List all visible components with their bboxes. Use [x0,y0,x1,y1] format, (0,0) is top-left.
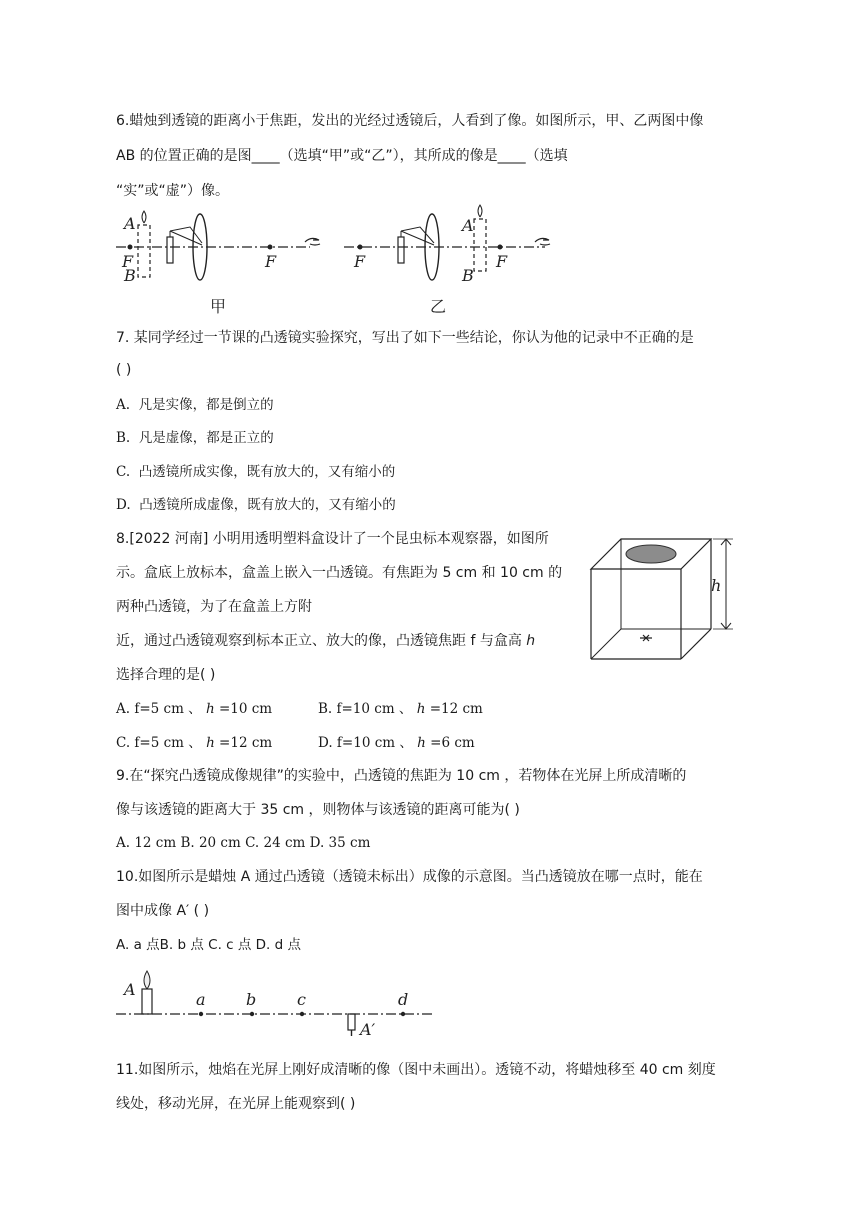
q6-figure-right [340,205,570,320]
q6-left-label-F1: F [122,252,134,271]
q8-option-b: B. f=10 cm 、 ℎ =12 cm [318,701,483,717]
q8-line4: 近，通过凸透镜观察到标本正立、放大的像，凸透镜焦距 f 与盒高 ℎ [116,633,536,649]
q10-label-d: d [398,990,409,1009]
q7-line2: ( ) [116,362,132,378]
q11-line1: 11.如图所示，烛焰在光屏上刚好成清晰的像（图中未画出）。透镜不动，将蜡烛移至 40 cm 刻度 [116,1062,716,1078]
q11-line2: 线处，移动光屏，在光屏上能观察到( ) [116,1096,356,1112]
q7-option-d: D. 凸透镜所成虚像，既有放大的，又有缩小的 [116,497,396,513]
q6-right-label-F2: F [496,252,508,271]
q10-label-c: c [297,990,306,1009]
q6-left-label-F2: F [265,252,277,271]
q6-left-label-B: B [124,266,136,285]
q10-line1: 10.如图所示是蜡烛 A 通过凸透镜（透镜未标出）成像的示意图。当凸透镜放在哪一点时，能在 [116,869,703,885]
q8-figure-box [585,535,735,665]
q6-right-label-B: B [462,266,474,285]
q8-option-c: C. f=5 cm 、 ℎ =12 cm [116,735,273,751]
q8-line5: 选择合理的是( ) [116,667,216,683]
q6-line2: AB 的位置正确的是图____（选填“甲”或“乙”），其所成的像是____（选填 [116,148,568,164]
q10-label-Aprime: A′ [360,1020,376,1039]
q6-figure-left [110,205,340,320]
q7-option-b: B. 凡是虚像，都是正立的 [116,430,274,446]
q10-label-a: a [196,990,206,1009]
q8-line2: 示。盒底上放标本，盒盖上嵌入一凸透镜。有焦距为 5 cm 和 10 cm 的 [116,565,563,581]
q10-line2: 图中成像 A′ ( ) [116,903,210,919]
q9-options: A. 12 cm B. 20 cm C. 24 cm D. 35 cm [116,835,371,851]
q6-right-caption: 乙 [430,297,447,316]
q10-label-A: A [124,980,136,999]
q7-line1: 7. 某同学经过一节课的凸透镜实验探究，写出了如下一些结论，你认为他的记录中不正确的是 [116,330,694,346]
q8-label-h: h [711,576,722,595]
q6-line3: “实”或“虚”）像。 [116,183,230,199]
q6-line1: 6.蜡烛到透镜的距离小于焦距，发出的光经过透镜后，人看到了像。如图所示，甲、乙两图中像 [116,113,704,129]
q10-label-b: b [246,990,257,1009]
q6-right-label-F1: F [354,252,366,271]
q8-option-d: D. f=10 cm 、 ℎ =6 cm [318,735,475,751]
q6-left-caption: 甲 [210,297,227,316]
q9-line1: 9.在“探究凸透镜成像规律”的实验中，凸透镜的焦距为 10 cm ，若物体在光屏上所成清晰的 [116,768,687,784]
q8-line3: 两种凸透镜，为了在盒盖上方附 [116,599,312,615]
q7-option-c: C. 凸透镜所成实像，既有放大的，又有缩小的 [116,464,396,480]
q8-option-a: A. f=5 cm 、 ℎ =10 cm [116,701,273,717]
q9-line2: 像与该透镜的距离大于 35 cm ，则物体与该透镜的距离可能为( ) [116,802,520,818]
q6-right-label-A: A [462,216,474,235]
q6-left-label-A: A [124,214,136,233]
q10-figure [116,965,446,1040]
q10-options: A. a 点B. b 点 C. c 点 D. d 点 [116,937,301,953]
q8-line1: 8.[2022 河南] 小明用透明塑料盒设计了一个昆虫标本观察器，如图所 [116,531,549,547]
q7-option-a: A. 凡是实像，都是倒立的 [116,397,274,413]
